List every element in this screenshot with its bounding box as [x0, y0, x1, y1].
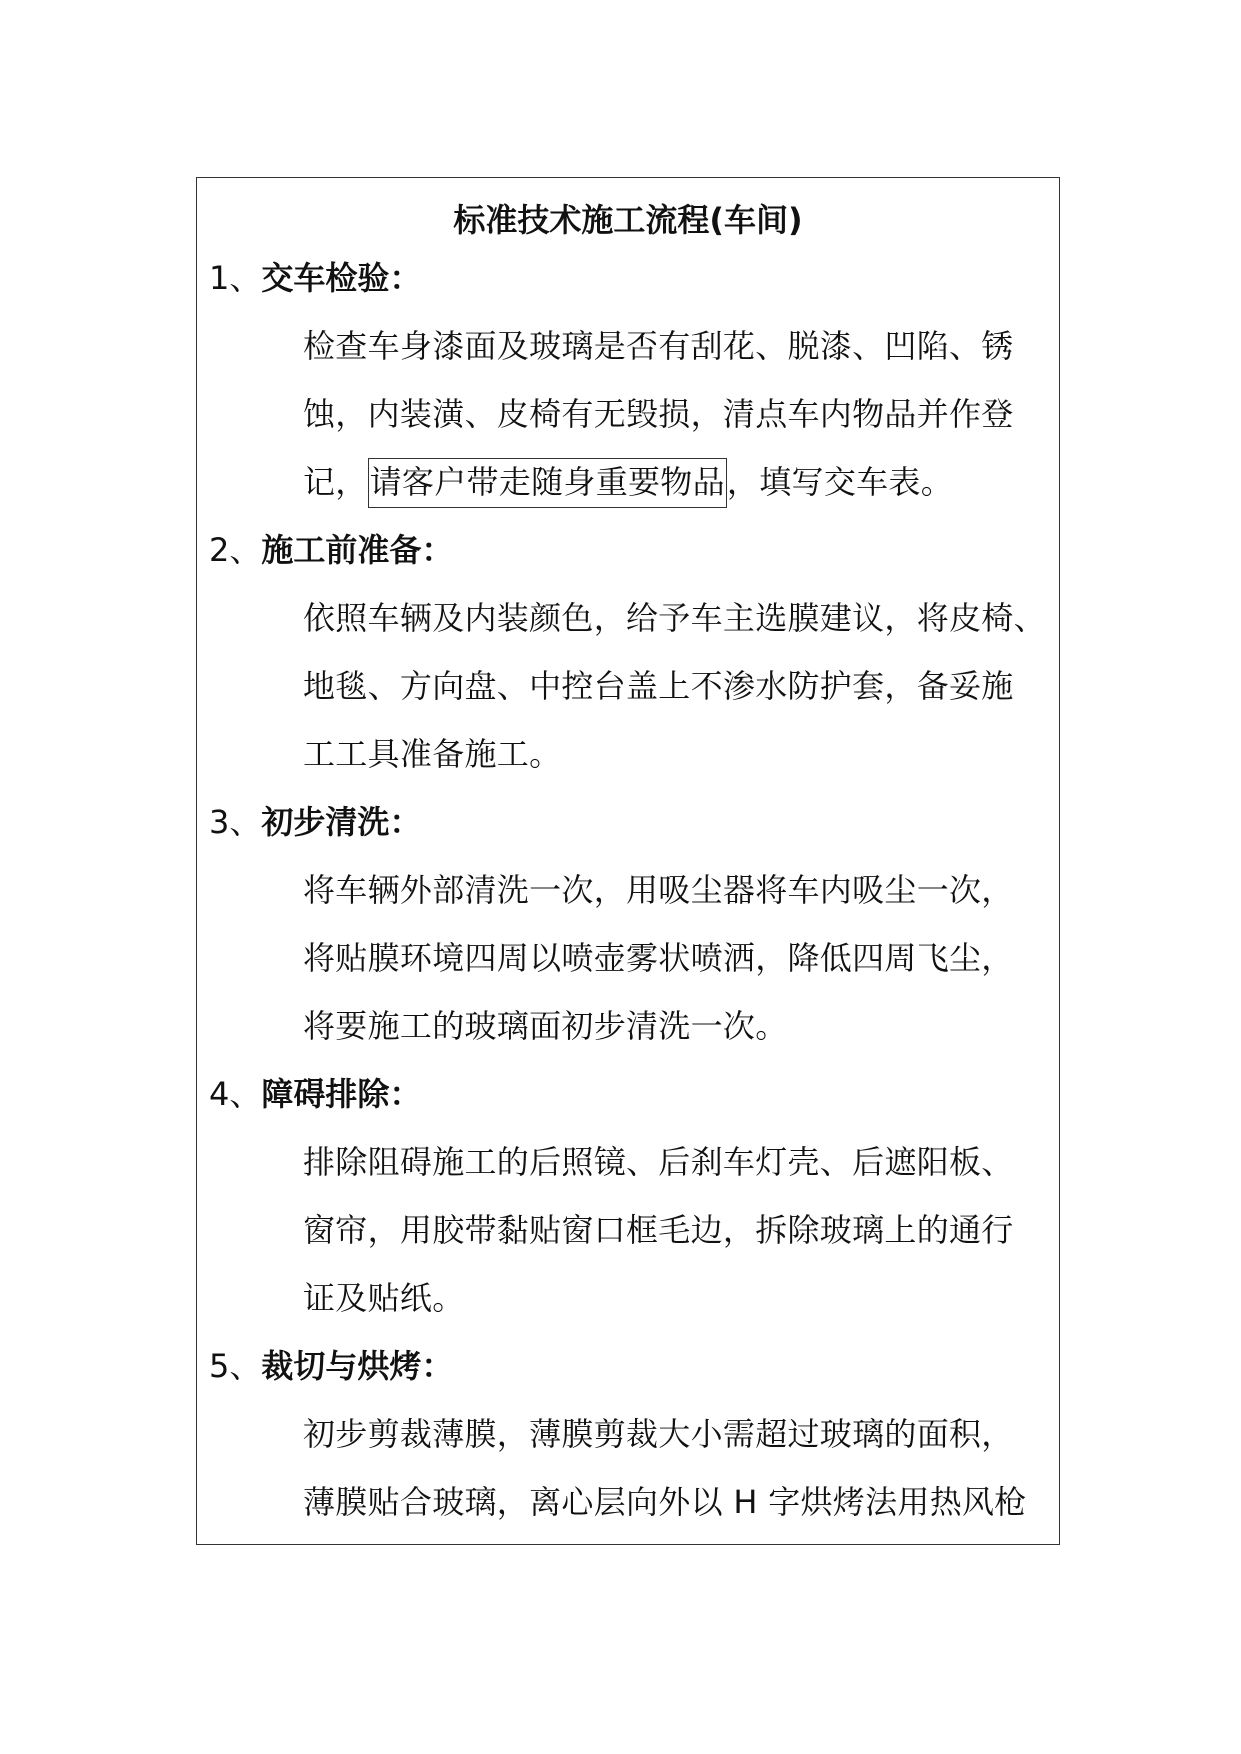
section-3-line-1: 将车辆外部清洗一次，用吸尘器将车内吸尘一次， [303, 871, 1014, 909]
section-2-heading [209, 528, 453, 572]
section-4-line-2: 窗帘，用胶带黏贴窗口框毛边，拆除玻璃上的通行 [303, 1211, 1014, 1249]
section-2-number: 2、 [209, 531, 262, 569]
document-title: 标准技术施工流程(车间) [453, 201, 803, 239]
section-1-heading [209, 256, 421, 300]
section-5-number: 5、 [209, 1347, 262, 1385]
section-1-line-3-end: ，填写交车表。 [726, 463, 954, 501]
section-5-line-1: 初步剪裁薄膜，薄膜剪裁大小需超过玻璃的面积， [303, 1415, 1014, 1453]
section-2-line-3: 工工具准备施工。 [303, 735, 562, 773]
section-3-name: 初步清洗： [261, 803, 422, 841]
section-4-heading [209, 1072, 421, 1116]
section-1-name: 交车检验： [261, 259, 422, 297]
section-4-line-1: 排除阻碍施工的后照镜、后刹车灯壳、后遮阳板、 [303, 1143, 1014, 1181]
section-3-heading [209, 800, 421, 844]
section-1-line-3-start: 记， [303, 463, 368, 501]
section-5-name: 裁切与烘烤： [261, 1347, 454, 1385]
section-4-line-3: 证及贴纸。 [303, 1279, 465, 1317]
document-frame [196, 177, 1060, 1545]
section-3-line-2: 将贴膜环境四周以喷壶雾状喷洒，降低四周飞尘， [303, 939, 1014, 977]
section-5-heading [209, 1344, 453, 1388]
section-1-line-2: 蚀，内装潢、皮椅有无毁损，清点车内物品并作登 [303, 395, 1014, 433]
section-4-number: 4、 [209, 1075, 262, 1113]
section-2-name: 施工前准备： [261, 531, 454, 569]
section-2-line-2: 地毯、方向盘、中控台盖上不渗水防护套，备妥施 [303, 667, 1014, 705]
section-1-number: 1、 [209, 259, 262, 297]
section-2-line-1: 依照车辆及内装颜色，给予车主选膜建议，将皮椅、 [303, 599, 1046, 637]
section-4-name: 障碍排除： [261, 1075, 422, 1113]
section-5-line-2: 薄膜贴合玻璃，离心层向外以 H 字烘烤法用热风枪 [303, 1483, 1027, 1521]
section-3-line-3: 将要施工的玻璃面初步清洗一次。 [303, 1007, 788, 1045]
section-3-number: 3、 [209, 803, 262, 841]
highlighted-notice: 请客户带走随身重要物品 [368, 458, 727, 508]
section-1-line-3 [303, 460, 953, 504]
section-1-line-1: 检查车身漆面及玻璃是否有刮花、脱漆、凹陷、锈 [303, 327, 1014, 365]
